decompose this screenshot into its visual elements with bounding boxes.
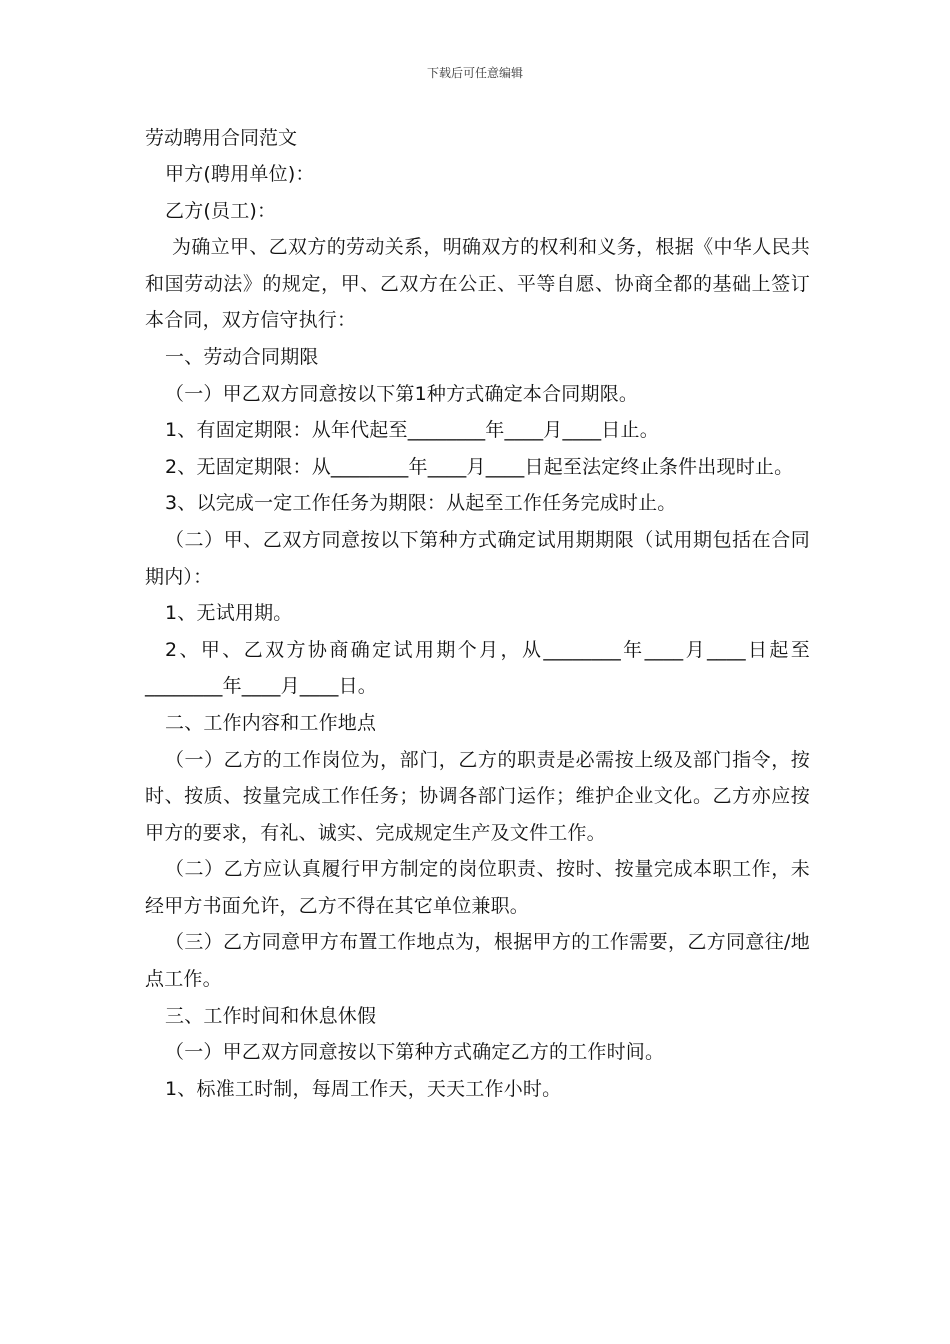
paragraph: 1、无试用期。 [165,602,293,625]
paragraph: 1、标准工时制，每周工作天，天天工作小时。 [165,1077,562,1100]
document-body [145,120,810,1107]
paragraph: （一）乙方的工作岗位为，部门，乙方的职责是必需按上级及部门指令，按时、按质、按量完成工作任务；协调各部门运作；维护企业文化。乙方亦应按甲方的要求，有礼、诚实、完成规定生产及文件工作。 [145,748,810,844]
section-heading-1: 一、劳动合同期限 [165,345,319,368]
section-heading-3: 三、工作时间和休息休假 [165,1004,377,1027]
paragraph-party-a: 甲方(聘用单位)： [165,163,315,185]
paragraph: （一）甲乙双方同意按以下第1种方式确定本合同期限。 [165,382,639,405]
paragraph: （二）甲、乙双方同意按以下第种方式确定试用期期限（试用期包括在合同期内）： [145,528,810,588]
document-title: 劳动聘用合同范文 [145,127,298,149]
paragraph-preamble: 为确立甲、乙双方的劳动关系，明确双方的权利和义务，根据《中华人民共和国劳动法》的规定，甲、乙双方在公正、平等自愿、协商全都的基础上签订本合同，双方信守执行： [145,236,810,332]
section-heading-2: 二、工作内容和工作地点 [165,711,377,734]
paragraph: 1、有固定期限：从年代起至________年____月____日止。 [165,419,659,442]
paragraph: （一）甲乙双方同意按以下第种方式确定乙方的工作时间。 [165,1041,665,1064]
paragraph: （二）乙方应认真履行甲方制定的岗位职责、按时、按量完成本职工作，未经甲方书面允许，乙方不得在其它单位兼职。 [145,858,810,917]
paragraph-party-b: 乙方(员工)： [165,199,277,222]
paragraph: 3、以完成一定工作任务为期限：从起至工作任务完成时止。 [165,492,677,515]
paragraph: （三）乙方同意甲方布置工作地点为，根据甲方的工作需要，乙方同意往/地点工作。 [145,931,810,991]
header-note: 下载后可任意编辑 [426,66,523,80]
paragraph: 2、无固定期限：从________年____月____日起至法定终止条件出现时止。 [165,455,794,478]
paragraph: 2、甲、乙双方协商确定试用期个月，从________年____月____日起至________年____月____日。 [145,638,810,698]
